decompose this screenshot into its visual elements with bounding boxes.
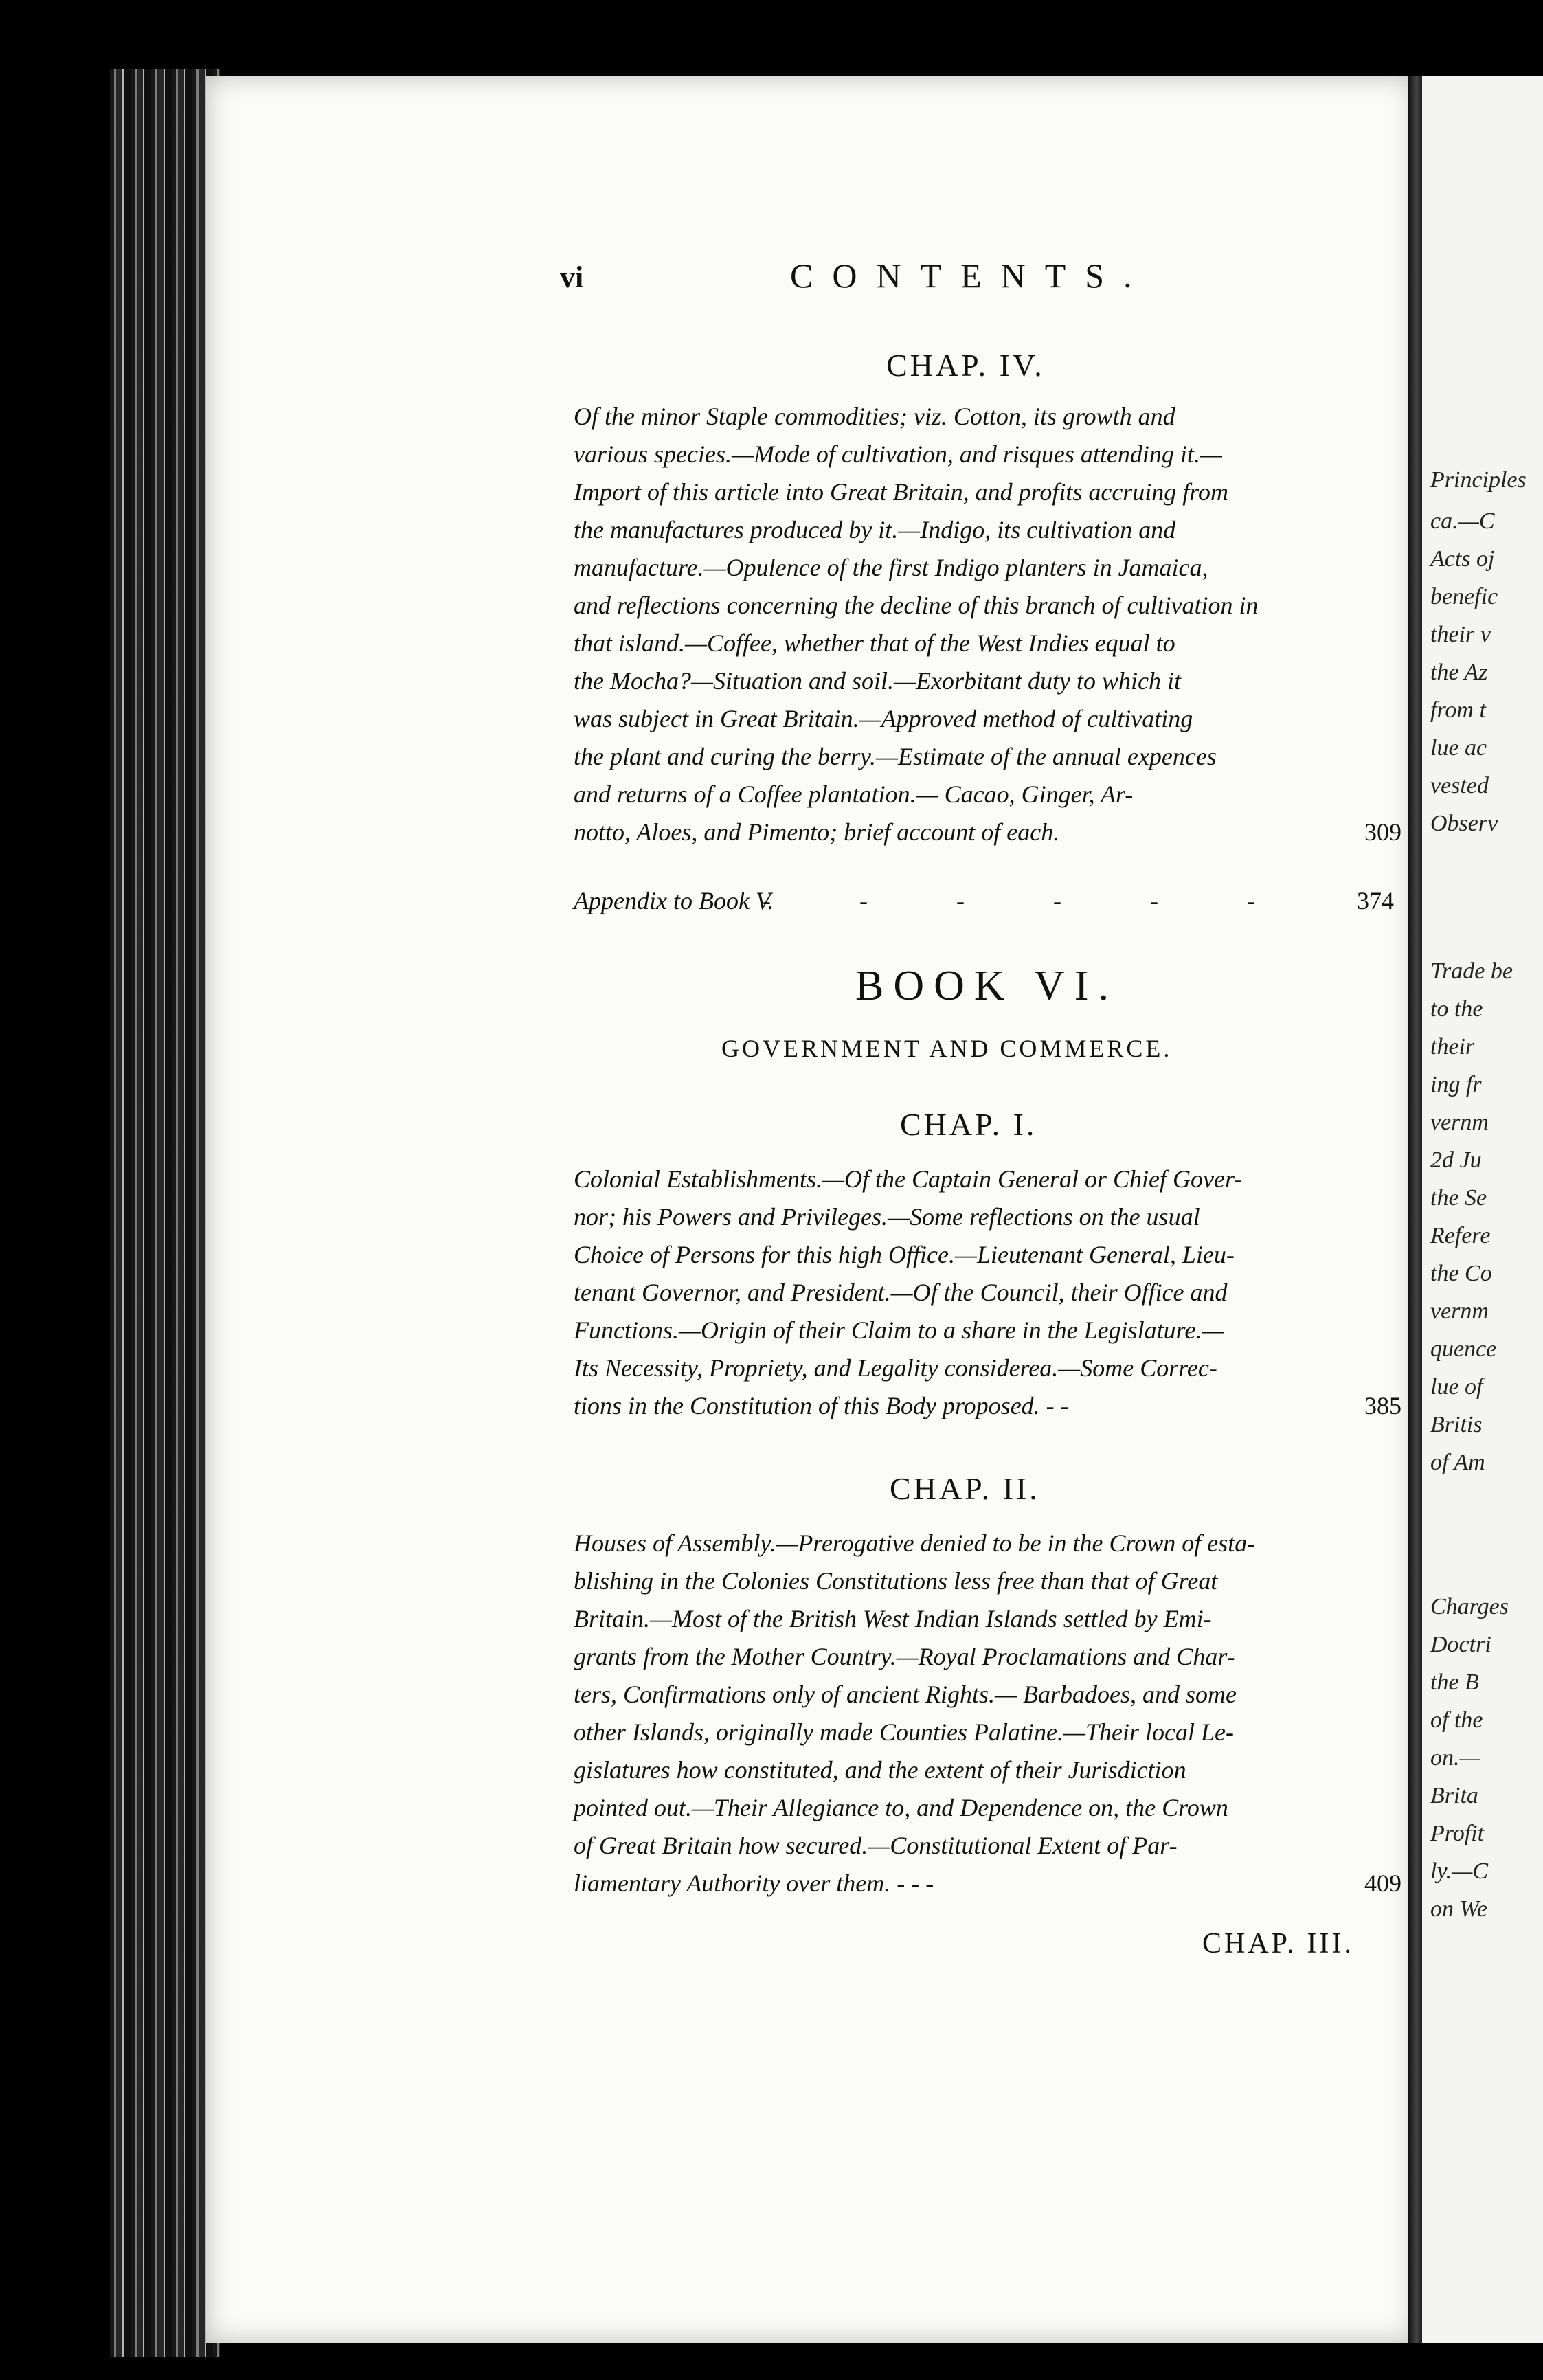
facing-fragment: Britis — [1430, 1412, 1483, 1437]
summary-line: tions in the Constitution of this Body proposed. - - — [574, 1392, 1069, 1419]
summary-line: and returns of a Coffee plantation.— Cacao, Ginger, Ar- — [574, 781, 1134, 808]
facing-fragment: vested — [1430, 773, 1489, 798]
chapter-summary — [574, 402, 1401, 869]
chapter-heading: CHAP. II. — [890, 1471, 1040, 1506]
facing-fragment: ly.—C — [1430, 1859, 1489, 1884]
summary-line: nor; his Powers and Privileges.—Some reflections on the usual — [574, 1203, 1200, 1231]
summary-line: and reflections concerning the decline of this branch of cultivation in — [574, 592, 1259, 619]
book-subheading: GOVERNMENT AND COMMERCE. — [721, 1035, 1173, 1062]
facing-fragment: ca.—C — [1430, 508, 1495, 534]
page-reference: 309 — [1364, 818, 1401, 846]
summary-line: gislatures how constituted, and the extent of their Jurisdiction — [574, 1756, 1186, 1784]
facing-fragment: Brita — [1430, 1783, 1478, 1808]
facing-fragment: of the — [1430, 1707, 1483, 1733]
facing-fragment: vernm — [1430, 1110, 1489, 1135]
summary-line: that island.—Coffee, whether that of the West Indies equal to — [574, 629, 1175, 657]
facing-fragment: their — [1430, 1034, 1475, 1059]
facing-fragment: Trade be — [1430, 958, 1513, 984]
facing-fragment: quence — [1430, 1336, 1497, 1362]
facing-fragment: the Co — [1430, 1261, 1492, 1286]
summary-line: Import of this article into Great Britain, and profits accruing from — [574, 478, 1228, 506]
facing-fragment: Charges — [1430, 1594, 1509, 1619]
summary-line: Its Necessity, Propriety, and Legality considerea.—Some Correc- — [574, 1354, 1217, 1382]
summary-line: liamentary Authority over them. - - - — [574, 1870, 934, 1897]
summary-line: tenant Governor, and President.—Of the Council, their Office and — [574, 1279, 1228, 1306]
summary-line: Britain.—Most of the British West Indian Islands settled by Emi- — [574, 1605, 1212, 1632]
facing-fragment: to the — [1430, 996, 1483, 1022]
catchword: CHAP. III. — [1202, 1928, 1354, 1960]
summary-line: manufacture.—Opulence of the first Indigo planters in Jamaica, — [574, 554, 1208, 581]
summary-line: pointed out.—Their Allegiance to, and Dependence on, the Crown — [574, 1794, 1228, 1821]
leader-dashes: - - - - - - — [763, 887, 1296, 914]
page-reference: 409 — [1364, 1870, 1401, 1897]
facing-page — [1422, 76, 1543, 2343]
summary-line: Of the minor Staple commodities; viz. Cotton, its growth and — [574, 403, 1175, 430]
facing-fragment: of Am — [1430, 1450, 1485, 1475]
summary-line: the manufactures produced by it.—Indigo, its cultivation and — [574, 516, 1176, 543]
chapter-summary — [574, 1165, 1401, 1439]
summary-line: various species.—Mode of cultivation, and risques attending it.— — [574, 440, 1222, 468]
summary-line: blishing in the Colonies Constitutions less free than that of Great — [574, 1567, 1218, 1595]
summary-line: Choice of Persons for this high Office.—Lieutenant General, Lieu- — [574, 1241, 1235, 1268]
summary-line: grants from the Mother Country.—Royal Proclamations and Char- — [574, 1643, 1235, 1670]
facing-fragment: Acts oj — [1430, 546, 1495, 572]
facing-fragment: 2d Ju — [1430, 1147, 1482, 1173]
facing-fragment: Observ — [1430, 811, 1498, 836]
facing-fragment: their v — [1430, 622, 1491, 647]
summary-line: the plant and curing the berry.—Estimate of the annual expences — [574, 743, 1217, 770]
facing-fragment: lue ac — [1430, 735, 1487, 761]
book-heading: BOOK VI. — [855, 963, 1118, 1009]
summary-line: notto, Aloes, and Pimento; brief account of each. — [574, 818, 1060, 846]
facing-fragment: the B — [1430, 1670, 1479, 1695]
facing-fragment: Profit — [1430, 1821, 1485, 1846]
chapter-summary — [574, 1529, 1401, 1913]
facing-fragment: on We — [1430, 1896, 1487, 1922]
facing-fragment: benefic — [1430, 584, 1498, 609]
facing-fragment: Doctri — [1430, 1632, 1491, 1657]
page-reference: 385 — [1364, 1392, 1401, 1419]
facing-fragment: the Se — [1430, 1185, 1487, 1211]
facing-fragment: Refere — [1430, 1223, 1491, 1248]
summary-line: Houses of Assembly.—Prerogative denied to be in the Crown of esta- — [574, 1529, 1256, 1557]
page-number: vi — [560, 260, 584, 294]
facing-fragment: the Az — [1430, 660, 1488, 685]
running-title: CONTENTS. — [790, 256, 1151, 295]
summary-line: Functions.—Origin of their Claim to a share in the Legislature.— — [574, 1316, 1224, 1344]
chapter-heading: CHAP. I. — [900, 1107, 1037, 1142]
summary-line: of Great Britain how secured.—Constitutional Extent of Par- — [574, 1832, 1178, 1859]
appendix-entry: Appendix to Book V. — [574, 887, 774, 914]
facing-fragment: from t — [1430, 697, 1486, 723]
page-reference: 374 — [1357, 887, 1394, 914]
facing-fragment: on.— — [1430, 1745, 1480, 1771]
facing-fragment: Principles — [1430, 467, 1527, 493]
summary-line: the Mocha?—Situation and soil.—Exorbitant duty to which it — [574, 667, 1181, 695]
facing-fragment: vernm — [1430, 1299, 1489, 1324]
summary-line: other Islands, originally made Counties Palatine.—Their local Le- — [574, 1718, 1234, 1746]
summary-line: was subject in Great Britain.—Approved method of cultivating — [574, 705, 1193, 732]
chapter-heading: CHAP. IV. — [886, 348, 1045, 383]
facing-fragment: lue of — [1430, 1374, 1483, 1400]
book-spine-edge — [110, 69, 220, 2357]
summary-line: Colonial Establishments.—Of the Captain General or Chief Gover- — [574, 1165, 1243, 1193]
summary-line: ters, Confirmations only of ancient Rights.— Barbadoes, and some — [574, 1681, 1237, 1708]
facing-fragment: ing fr — [1430, 1072, 1482, 1097]
